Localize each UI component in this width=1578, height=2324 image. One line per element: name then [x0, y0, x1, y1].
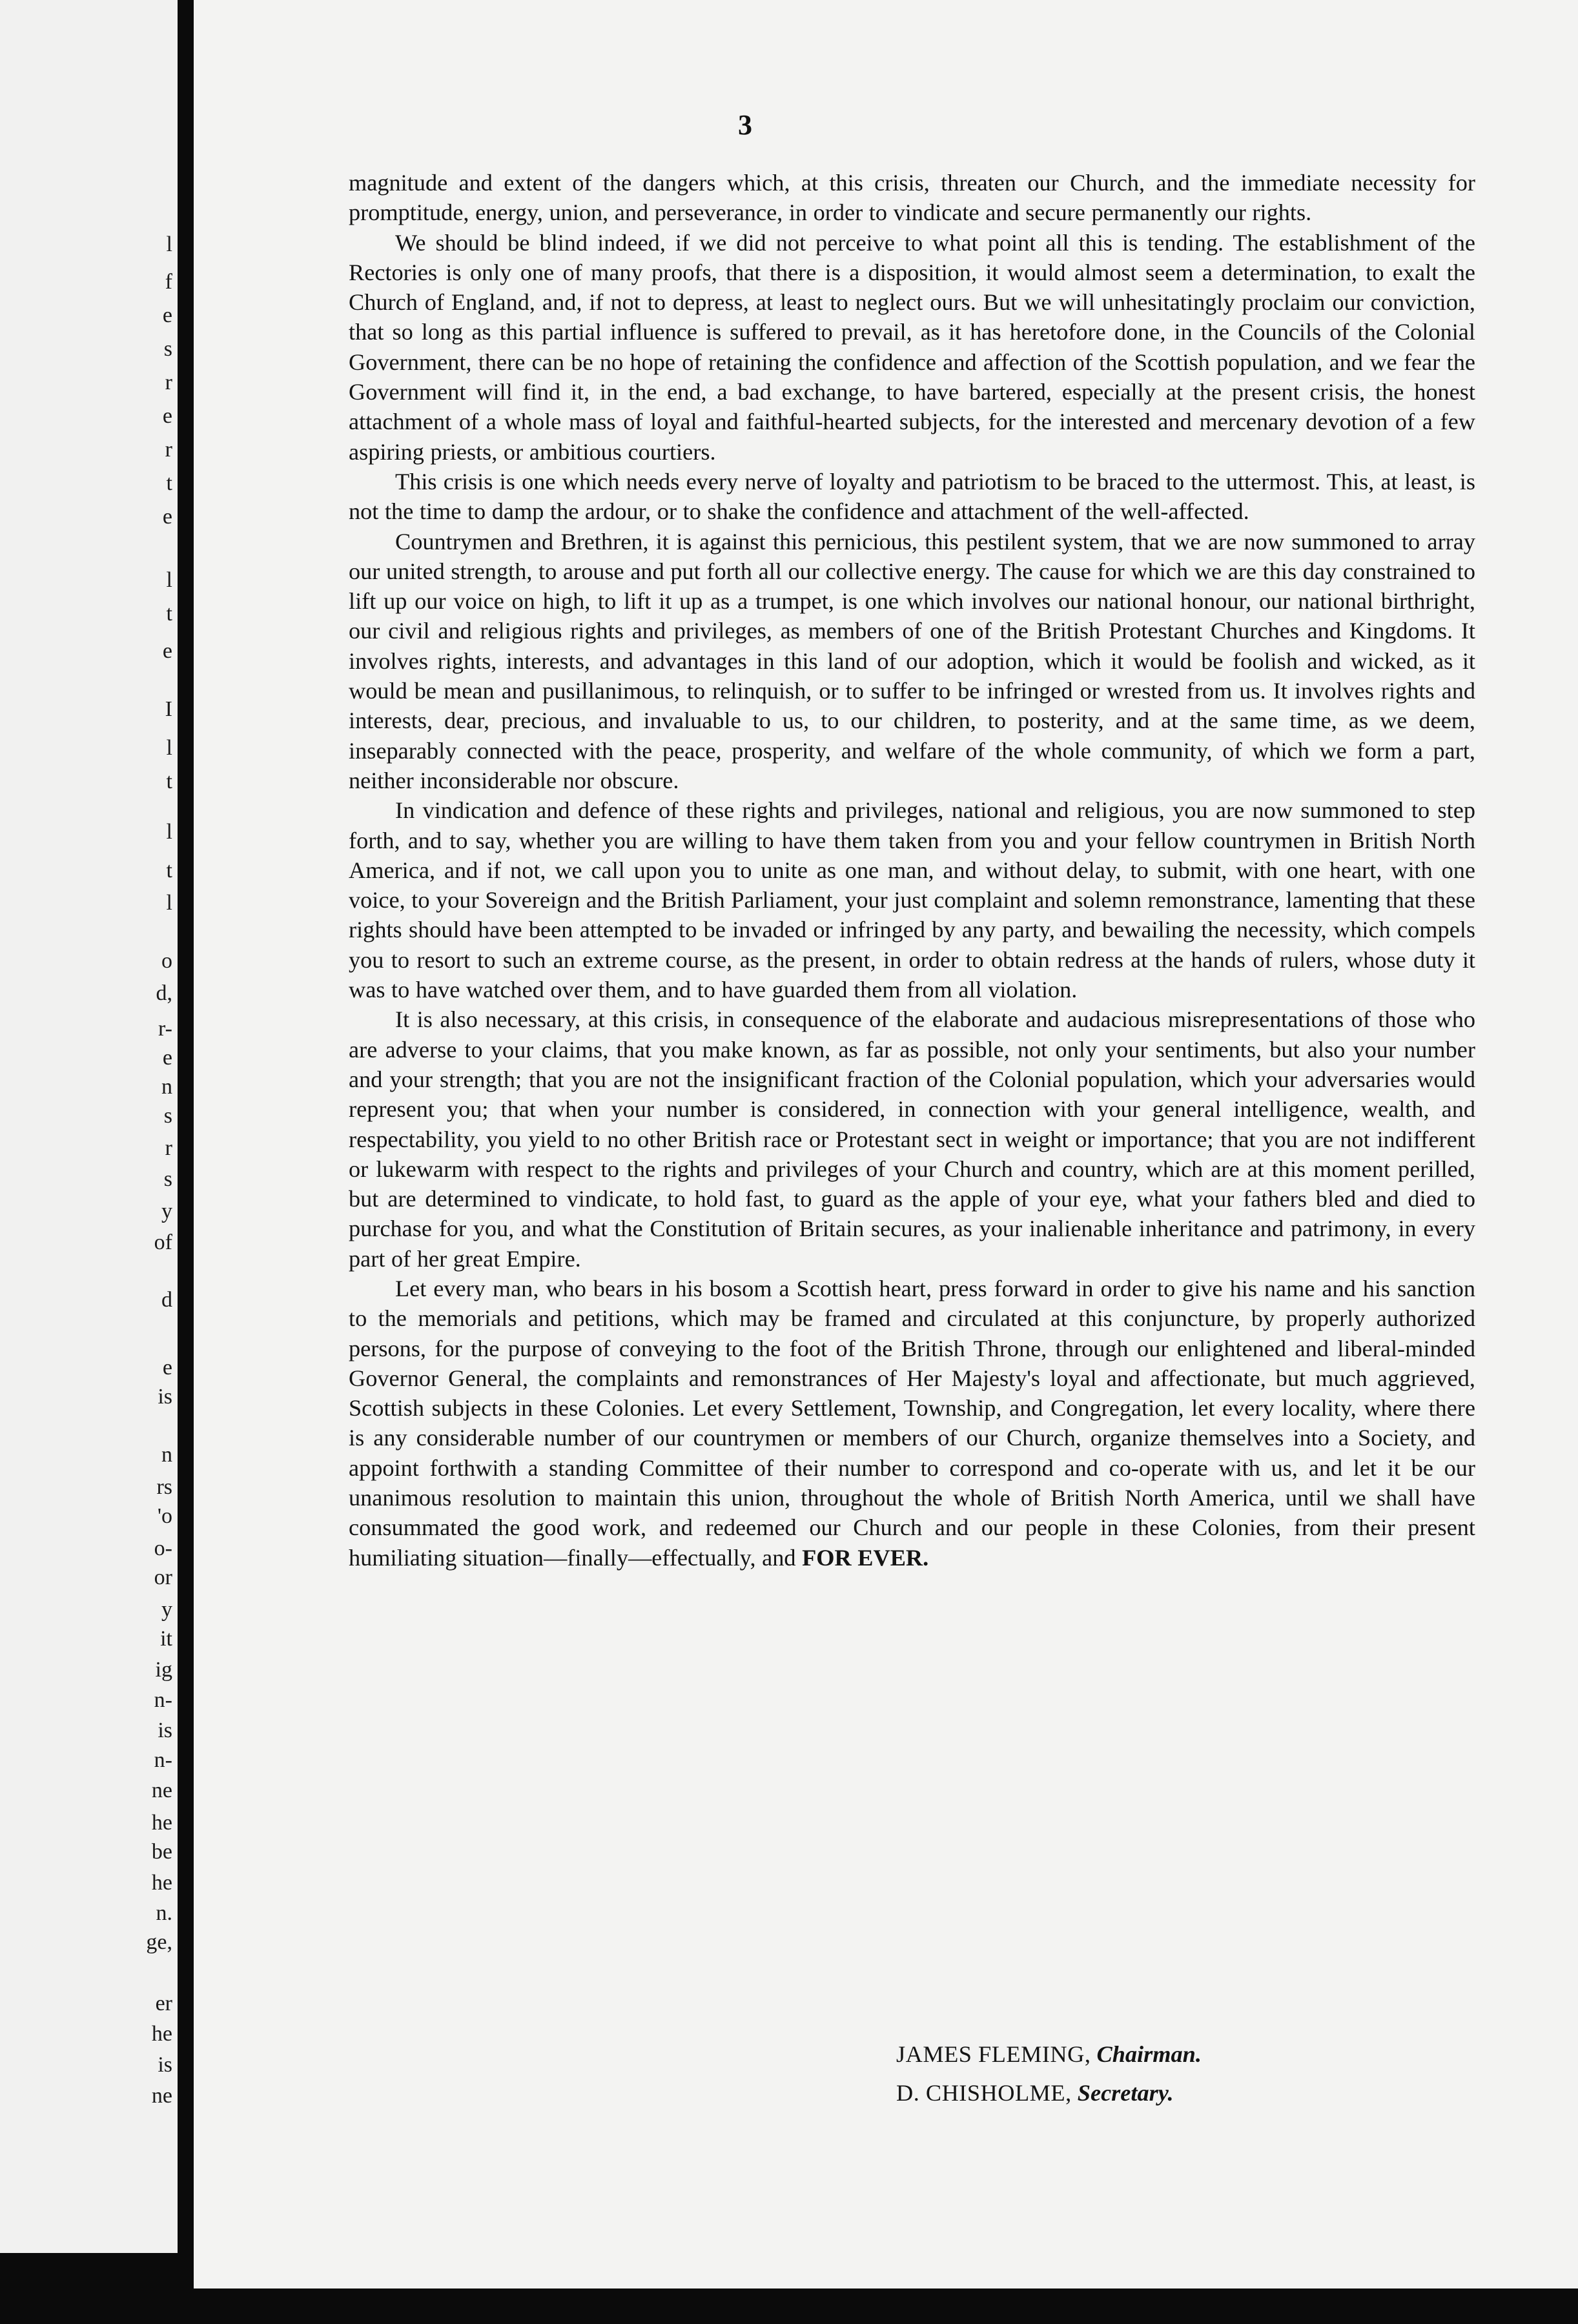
facing-page-fragment: f	[165, 270, 172, 294]
facing-page-fragment: or	[154, 1565, 172, 1589]
facing-page-fragment: s	[163, 1104, 172, 1128]
facing-page-fragment: l	[166, 568, 172, 592]
facing-page-fragment: he	[151, 1871, 172, 1895]
facing-page-fragment: he	[151, 1811, 172, 1835]
signature-chairman	[896, 2035, 1202, 2074]
paragraph-6: It is also necessary, at this crisis, in consequence of the elaborate and audacious misrepresentations of those who are adverse to your claims, that you make known, as far as possible, not only your sentiments, but also your number and your strength; that you are not the insignificant fraction of the Colonial population, which your adversaries would represent you; that when your number is considered, in connection with your general intelligence, wealth, and respectability, you yield to no other British race or Protestant sect in weight or importance; that you are not indifferent or lukewarm with respect to the rights and privileges of your Church and country, which are at this moment perilled, but are determined to vindicate, to hold fast, to guard as the apple of your eye, what your fathers bled and died to purchase for you, and what the Constitution of Britain secures, as your inalienable inheritance and patrimony, in every part of her great Empire.	[349, 1006, 1475, 1272]
facing-page-fragment: er	[155, 1992, 172, 2015]
facing-page-fragment: it	[160, 1627, 172, 1651]
paragraph-2: We should be blind indeed, if we did not perceive to what point all this is tending. The establishment of the Rectories is only one of many proofs, that there is a disposition, it would almost seem a determination, to exalt the Church of England, and, if not to depress, at least to neglect ours. But we will unhesitatingly proclaim our conviction, that so long as this partial influence is suffered to prevail, as it has heretofore done, in the Councils of the Colonial Government, there can be no hope of retaining the confidence and affection of the Scottish population, and we fear the Government will find it, in the end, a bad exchange, to have bartered, especially at the present crisis, the honest attachment of a whole mass of loyal and faithful-hearted subjects, for the interested and mercenary devotion of a few aspiring priests, or ambitious courtiers.	[349, 229, 1475, 465]
facing-page-fragment: e	[162, 639, 172, 663]
facing-page-fragment: n-	[154, 1688, 172, 1712]
facing-page-fragment: l	[166, 232, 172, 256]
facing-page-fragment: is	[158, 1718, 172, 1742]
facing-page-fragment: ig	[155, 1658, 172, 1682]
facing-page-fragment: n.	[156, 1901, 172, 1925]
facing-page-fragment: n	[161, 1443, 172, 1467]
scan-border	[0, 2288, 1578, 2324]
facing-page-fragment: e	[162, 1356, 172, 1380]
signature-name: D. CHISHOLME,	[896, 2080, 1072, 2106]
facing-page-fragment: be	[151, 1840, 172, 1864]
signature-block	[896, 2035, 1202, 2112]
facing-page-fragment: r	[165, 371, 172, 394]
document-page	[194, 0, 1578, 2288]
facing-page-fragment: d,	[156, 981, 172, 1005]
facing-page-fragment: n-	[154, 1748, 172, 1772]
book-gutter	[178, 0, 194, 2324]
paragraph-4: Countrymen and Brethren, it is against this pernicious, this pestilent system, that we are now summoned to array our united strength, to arouse and put forth all our collective energy. The cause for which we are this day constrained to lift up our voice on high, to lift it up as a trumpet, is one which involves our national honour, our national birthright, our civil and religious rights and privileges, as members of one of the British Protestant Churches and Kingdoms. It involves rights, interests, and advantages in this land of our adoption, which it would be foolish and wicked, as it would be mean and pusillanimous, to relinquish, or to suffer to be infringed or wrested from us. It involves rights and interests, dear, precious, and invaluable to us, to our children, to posterity, and at the same time, as we deem, inseparably connected with the peace, prosperity, and welfare of the whole community, of which we form a part, neither inconsiderable nor obscure.	[349, 528, 1475, 793]
facing-page-fragment: 'o	[157, 1504, 172, 1528]
facing-page-fragment: e	[162, 303, 172, 327]
facing-page-fragment: t	[166, 770, 172, 793]
page-number: 3	[738, 109, 752, 141]
facing-page-fragment: e	[162, 505, 172, 529]
signature-name: JAMES FLEMING,	[896, 2041, 1091, 2067]
paragraph-1: magnitude and extent of the dangers which, at this crisis, threaten our Church, and the immediate necessity for promptitude, energy, union, and perseverance, in order to vindicate and secure permanently our rights.	[349, 170, 1475, 226]
facing-page-fragment: he	[151, 2022, 172, 2046]
facing-page-fragment: ne	[151, 1779, 172, 1802]
paragraph-3: This crisis is one which needs every nerve of loyalty and patriotism to be braced to the uttermost. This, at least, is not the time to damp the ardour, or to shake the confidence and attachment of the well-affected.	[349, 468, 1475, 525]
facing-page-fragment: o	[161, 949, 172, 973]
paragraph-7-text: Let every man, who bears in his bosom a Scottish heart, press forward in order to give his name and his sanction to the memorials and petitions, which may be framed and circulated at this conjuncture, by properly authorized persons, for the purpose of conveying to the foot of the British Throne, through our enlightened and liberal-minded Governor General, the complaints and remonstrances of Her Majesty's loyal and affectionate, but much aggrieved, Scottish subjects in these Colonies. Let every Settlement, Township, and Congregation, let every locality, where there is any considerable number of our countrymen or members of our Church, organize themselves into a Society, and appoint forthwith a standing Committee of their number to correspond and co-operate with us, and let it be our unanimous resolution to maintain this union, throughout the whole of British North America, until we shall have consummated the good work, and redeemed our Church and our people in these Colonies, from their present humiliating situation—finally—effectually, and	[349, 1275, 1475, 1571]
facing-page-fragment: y	[161, 1598, 172, 1622]
facing-page-fragment: r	[165, 1136, 172, 1160]
facing-page-fragment: s	[163, 337, 172, 361]
facing-page-fragment: o-	[154, 1536, 172, 1560]
facing-page-fragment: r-	[158, 1017, 172, 1041]
signature-secretary	[896, 2074, 1202, 2112]
facing-page-fragment: ne	[151, 2084, 172, 2108]
closing-emphasis: FOR EVER.	[802, 1544, 929, 1571]
facing-page-fragment: ge,	[146, 1930, 172, 1954]
facing-page-fragment: d	[161, 1288, 172, 1312]
facing-page-fragment: t	[166, 859, 172, 882]
signature-role: Secretary.	[1077, 2080, 1174, 2106]
facing-page	[0, 0, 178, 2253]
facing-page-fragment: n	[161, 1075, 172, 1099]
facing-page-fragment: l	[166, 736, 172, 760]
facing-page-fragment: rs	[156, 1475, 172, 1499]
facing-page-fragment: t	[166, 602, 172, 626]
facing-page-fragment: is	[158, 1385, 172, 1409]
paragraph-5: In vindication and defence of these rights and privileges, national and religious, you are now summoned to step forth, and to say, whether you are willing to have them taken from you and your fellow countrymen in British North America, and if not, we call upon you to unite as one man, and without delay, to submit, with one heart, with one voice, to your Sovereign and the British Parliament, your just complaint and solemn remonstrance, lamenting that these rights should have been attempted to be invaded or infringed by any party, and bewailing the necessity, which compels you to resort to such an extreme course, as the present, in order to obtain redress at the hands of rulers, whose duty it was to have watched over them, and to have guarded them from all violation.	[349, 797, 1475, 1003]
facing-page-fragment: of	[154, 1230, 172, 1254]
body-text	[349, 168, 1475, 1573]
facing-page-text-fragments	[0, 0, 178, 2253]
signature-role: Chairman.	[1096, 2041, 1202, 2067]
facing-page-fragment: r	[165, 438, 172, 462]
facing-page-fragment: e	[162, 404, 172, 428]
paragraph-7	[349, 1274, 1475, 1573]
facing-page-fragment: l	[166, 820, 172, 844]
facing-page-fragment: t	[166, 471, 172, 495]
facing-page-fragment: I	[165, 697, 172, 721]
facing-page-fragment: l	[166, 891, 172, 915]
facing-page-fragment: s	[163, 1167, 172, 1191]
facing-page-fragment: y	[161, 1199, 172, 1223]
facing-page-fragment: e	[162, 1046, 172, 1070]
facing-page-fragment: is	[158, 2053, 172, 2077]
